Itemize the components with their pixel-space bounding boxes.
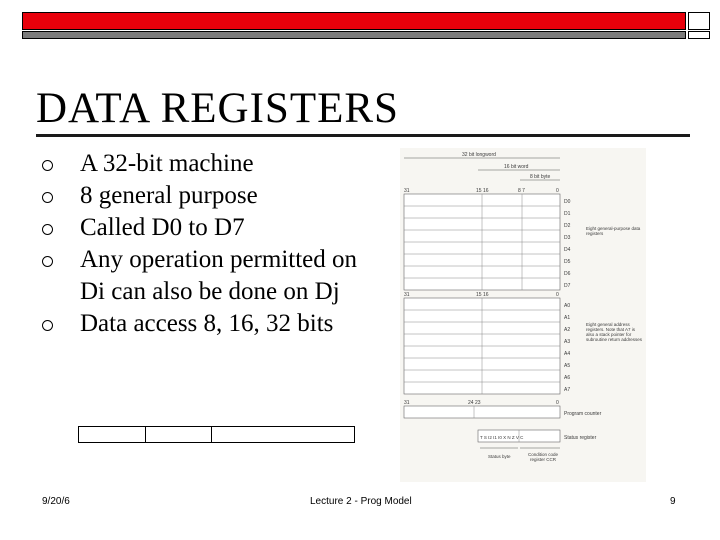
bullet-circle-icon [42,320,53,331]
bit-label: 31 [404,292,410,298]
footer-page-number: 9 [670,496,676,507]
bullet-item: A 32-bit machine [42,148,372,180]
bullet-circle-icon [42,160,53,171]
data-register-block [404,194,560,290]
bullet-circle-icon [42,192,53,203]
longword-label: 32 bit longword [462,152,496,158]
register-name: D2 [564,223,571,229]
register-name: A1 [564,315,571,321]
status-byte-label: Status byte [488,454,511,459]
bit-label: 0 [556,400,559,406]
title-rule [36,134,690,137]
footer-date: 9/20/6 [42,496,70,507]
bit-label: 8 7 [518,188,525,194]
program-counter-register [404,406,560,418]
bullet-item: Any operation permitted on Di can also be done on Dj [42,244,372,308]
program-counter-label: Program counter [564,411,602,417]
word-label: 16 bit word [504,164,529,170]
top-end-box [688,12,710,30]
footer-title: Lecture 2 - Prog Model [310,496,412,507]
bullet-item: 8 general purpose [42,180,372,212]
register-name: A3 [564,339,571,345]
word-cell [146,427,212,442]
data-register-note: Eight general-purpose data registers [586,226,641,236]
status-register-label: Status register [564,435,597,441]
bit-label: 0 [556,188,559,194]
bullet-item: Data access 8, 16, 32 bits [42,308,372,340]
slide-title: DATA REGISTERS [36,85,399,132]
bit-label: 15 16 [476,188,489,194]
status-bits: T S I2 I1 I0 X N Z V C [480,435,524,440]
bullet-circle-icon [42,224,53,235]
top-decorative-bar [22,12,716,40]
top-red-stripe [22,12,686,30]
register-name: D0 [564,199,571,205]
register-figure [400,148,646,482]
bit-label: 24 23 [468,400,481,406]
bit-label: 15 16 [476,292,489,298]
register-diagram [400,148,646,482]
register-name: A5 [564,363,571,369]
register-name: D3 [564,235,571,241]
top-grey-stripe [22,31,686,39]
byte-word-long-diagram [78,426,355,443]
bit-label: 31 [404,188,410,194]
register-name: A7 [564,387,571,393]
address-register-note: Eight general address registers. Note that A7 is also a stack pointer for subroutine return addresses [586,322,643,342]
bit-label: 0 [556,292,559,298]
bullet-circle-icon [42,256,53,267]
register-name: D5 [564,259,571,265]
bullet-list [42,148,372,340]
top-end-box-lower [688,31,710,39]
register-name: A0 [564,303,571,309]
register-name: A4 [564,351,571,357]
register-name: D1 [564,211,571,217]
bit-label: 31 [404,400,410,406]
byte-cell [79,427,146,442]
long-cell [212,427,354,442]
address-register-block [404,298,560,394]
register-name: D4 [564,247,571,253]
byte-label: 8 bit byte [530,174,551,180]
register-name: A6 [564,375,571,381]
ccr-label: Condition code register CCR [527,452,559,462]
register-name: A2 [564,327,571,333]
register-name: D6 [564,271,571,277]
bullet-item: Called D0 to D7 [42,212,372,244]
register-name: D7 [564,283,571,289]
